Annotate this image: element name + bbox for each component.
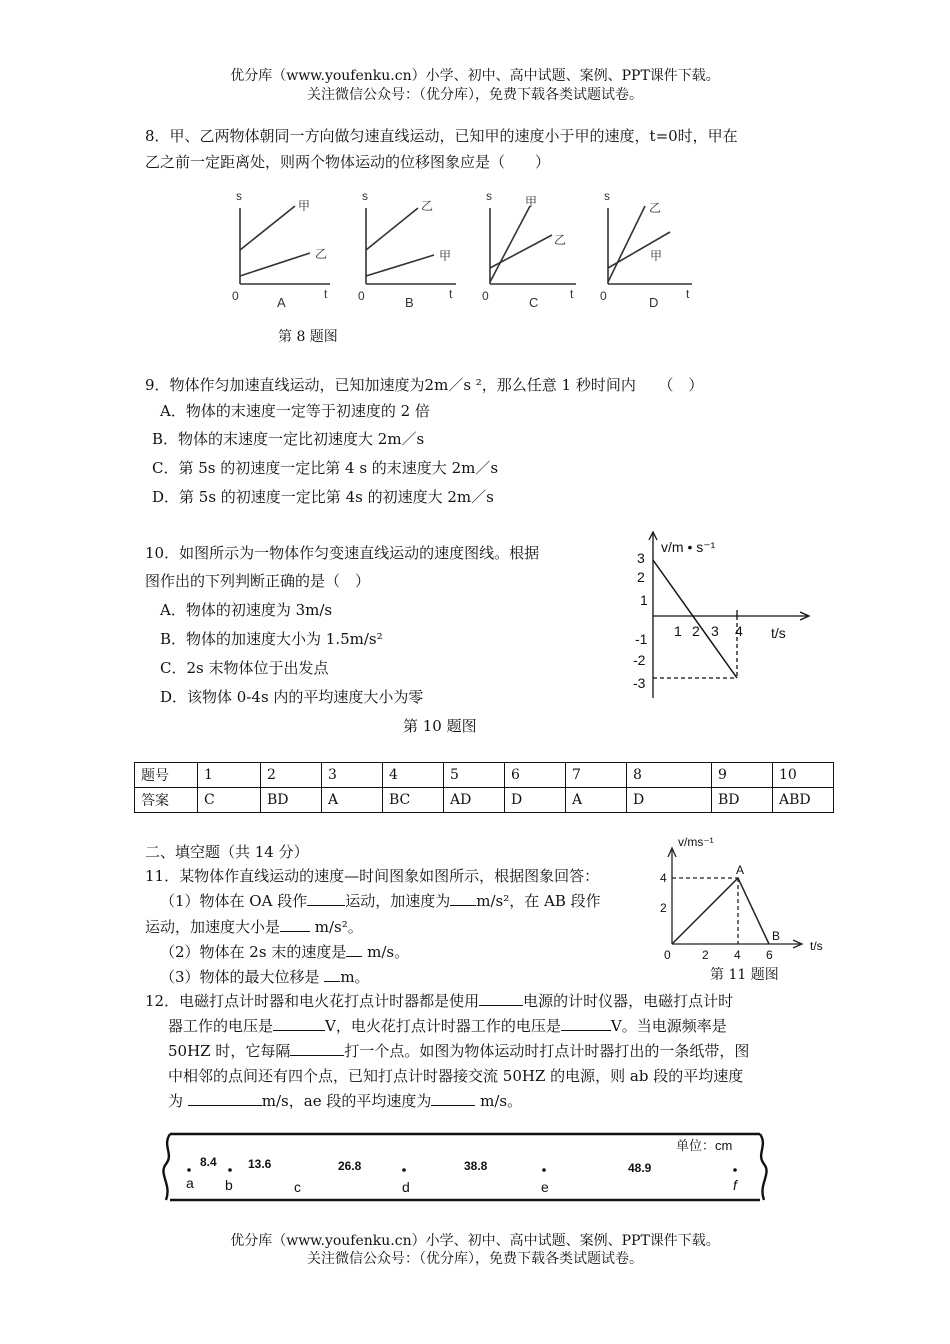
q10-xtick-1: 1 <box>674 623 682 639</box>
q10-xtick-2: 2 <box>692 623 700 639</box>
q10-ylabel: v/m • s⁻¹ <box>661 539 716 555</box>
q12-text-2c: V。当电源频率是 <box>610 1017 727 1035</box>
q8-a-t-label: t <box>324 287 328 301</box>
q12-blank-power-source[interactable] <box>479 991 523 1006</box>
q11-part-1-line-2 <box>145 917 363 937</box>
table-cell: BD <box>712 788 773 813</box>
q8-d-origin: 0 <box>600 289 607 303</box>
q10-ytick-1: 1 <box>640 592 648 608</box>
section-2-title: 二、填空题（共 14 分） <box>145 843 309 861</box>
table-cell: 4 <box>383 763 444 788</box>
tape-dist-ab: 8.4 <box>200 1155 217 1169</box>
table-cell: 答案 <box>135 788 198 813</box>
q8-d-letter: D <box>649 295 659 310</box>
q12-blank-ae-velocity[interactable] <box>431 1091 475 1106</box>
q8-a-s-label: s <box>236 189 242 203</box>
q8-d-s-label: s <box>604 189 610 203</box>
q8-graphs <box>220 188 710 313</box>
tape-dist-ef: 48.9 <box>628 1161 652 1175</box>
q12-text-5b: m/s，ae 段的平均速度为 <box>261 1092 432 1110</box>
table-cell: BC <box>383 788 444 813</box>
q11-p3-text-b: m。 <box>340 968 370 986</box>
q12-text-5c: m/s。 <box>475 1092 523 1110</box>
table-cell: D <box>627 788 712 813</box>
q11-xlabel: t/s <box>810 939 823 953</box>
q12-blank-ab-velocity[interactable] <box>188 1091 262 1106</box>
answer-table <box>134 762 834 813</box>
answer-table-row-answer <box>135 788 834 813</box>
q9-option-a: A．物体的末速度一定等于初速度的 2 倍 <box>160 402 430 420</box>
q11-point-b: B <box>772 929 781 943</box>
q11-xtick-6: 6 <box>766 948 773 962</box>
q10-option-a: A．物体的初速度为 3m/s <box>160 601 333 619</box>
q11-p1-text-c: m/s²，在 AB 段作 <box>476 892 601 910</box>
q10-ytick-neg1: -1 <box>635 631 648 647</box>
table-cell: A <box>566 788 627 813</box>
q11-part-2 <box>160 942 409 962</box>
q11-velocity-graph <box>652 832 832 962</box>
q8-stem-line-2: 乙之前一定距离处，则两个物体运动的位移图象应是（ ） <box>145 153 551 171</box>
q10-option-d: D．该物体 0-4s 内的平均速度大小为零 <box>160 688 424 706</box>
table-cell: BD <box>261 788 322 813</box>
q9-option-c: C．第 5s 的初速度一定比第 4 s 的末速度大 2m／s <box>152 459 499 477</box>
tape-point-b: b <box>225 1177 233 1193</box>
tape-dot-d <box>402 1168 406 1172</box>
q10-velocity-graph <box>625 530 815 700</box>
q10-option-c: C．2s 末物体位于出发点 <box>160 659 329 677</box>
q11-stem: 11．某物体作直线运动的速度—时间图象如图所示，根据图象回答： <box>145 867 600 885</box>
q11-ytick-4: 4 <box>660 871 667 885</box>
q11-blank-max-displacement[interactable] <box>324 967 340 982</box>
q8-c-s-label: s <box>486 189 492 203</box>
tape-dot-e <box>542 1168 546 1172</box>
tape-point-c: c <box>294 1179 301 1195</box>
q8-caption: 第 8 题图 <box>278 329 338 345</box>
q11-blank-oa-motion[interactable] <box>307 891 345 906</box>
q11-part-3 <box>160 967 370 987</box>
q11-blank-velocity-2s[interactable] <box>346 942 362 957</box>
q8-b-letter: B <box>405 295 414 310</box>
q8-a-lower: 乙 <box>315 247 328 261</box>
table-cell: D <box>505 788 566 813</box>
q8-b-lower: 甲 <box>439 249 452 263</box>
q8-c-letter: C <box>529 295 539 310</box>
q10-ytick-neg2: -2 <box>633 652 646 668</box>
q8-c-lower: 乙 <box>554 233 567 247</box>
q12-text-2a: 器工作的电压是 <box>168 1017 274 1035</box>
q11-caption: 第 11 题图 <box>710 967 779 983</box>
tape-dist-cd: 26.8 <box>338 1159 362 1173</box>
q11-ytick-2: 2 <box>660 901 667 915</box>
q9-option-d: D．第 5s 的初速度一定比第 4s 的初速度大 2m／s <box>152 488 494 506</box>
q8-a-origin: 0 <box>232 289 239 303</box>
q11-blank-ab-accel[interactable] <box>280 917 310 932</box>
q8-c-origin: 0 <box>482 289 489 303</box>
q11-p1-text-d: 运动，加速度大小是 <box>145 918 281 936</box>
q9-stem: 9．物体作匀加速直线运动，已知加速度为2m／s ²，那么任意 1 秒时间内 （ ） <box>145 376 704 394</box>
q8-a-letter: A <box>277 295 286 310</box>
q12-text-2b: V，电火花打点计时器工作的电压是 <box>325 1017 561 1035</box>
q12-line-2 <box>168 1016 727 1036</box>
q11-point-a: A <box>736 863 745 877</box>
q8-c-upper: 甲 <box>525 195 538 209</box>
q8-b-s-label: s <box>362 189 368 203</box>
table-cell: C <box>198 788 261 813</box>
q12-line-3 <box>168 1041 749 1061</box>
tape-point-a: a <box>186 1175 194 1191</box>
q8-b-origin: 0 <box>358 289 365 303</box>
q12-text-5a: 为 <box>168 1092 188 1110</box>
answer-table-row-number <box>135 763 834 788</box>
header-line-2: 关注微信公众号：（优分库），免费下载各类试题试卷。 <box>307 87 643 103</box>
q8-d-t-label: t <box>686 287 690 301</box>
q10-xtick-3: 3 <box>711 623 719 639</box>
q12-text-3b: 打一个点。如图为物体运动时打点计时器打出的一条纸带，图 <box>344 1042 750 1060</box>
table-cell: 6 <box>505 763 566 788</box>
tape-dot-b <box>228 1168 232 1172</box>
q11-p2-text-b: m/s。 <box>362 943 410 961</box>
q10-xtick-4: 4 <box>735 623 743 639</box>
q10-caption: 第 10 题图 <box>403 717 477 735</box>
tape-point-e: e <box>541 1179 549 1195</box>
q12-text-1b: 电源的计时仪器，电磁打点计时 <box>523 992 734 1010</box>
table-cell: ABD <box>773 788 834 813</box>
q8-b-t-label: t <box>449 287 453 301</box>
table-cell: A <box>322 788 383 813</box>
ticker-tape <box>156 1128 776 1210</box>
q8-d-upper: 乙 <box>649 201 662 215</box>
q11-ylabel: v/ms⁻¹ <box>678 835 714 849</box>
q10-stem-line-2: 图作出的下列判断正确的是（ ） <box>145 572 371 590</box>
q11-xtick-2: 2 <box>702 948 709 962</box>
q11-p1-text-b: 运动，加速度为 <box>345 892 451 910</box>
table-cell: 3 <box>322 763 383 788</box>
q11-blank-oa-accel[interactable] <box>450 891 476 906</box>
table-cell: 10 <box>773 763 834 788</box>
q11-xtick-4: 4 <box>734 948 741 962</box>
table-cell: 2 <box>261 763 322 788</box>
q12-text-1a: 12．电磁打点计时器和电火花打点计时器都是使用 <box>145 992 480 1010</box>
q12-text-3a: 50HZ 时，它每隔 <box>168 1042 291 1060</box>
tape-point-f: f <box>733 1177 737 1193</box>
q12-blank-em-voltage[interactable] <box>273 1016 325 1031</box>
q12-line-4: 中相邻的点间还有四个点，已知打点计时器接交流 50HZ 的电源，则 ab 段的平均速度 <box>168 1067 744 1085</box>
q8-b-upper: 乙 <box>421 199 434 213</box>
q11-part-1-line-1 <box>160 891 601 911</box>
q10-ytick-3: 3 <box>637 550 645 566</box>
tape-dot-a <box>187 1168 191 1172</box>
q9-option-b: B．物体的末速度一定比初速度大 2m／s <box>152 430 425 448</box>
table-cell: 7 <box>566 763 627 788</box>
q12-line-1 <box>145 991 733 1011</box>
footer-line-1: 优分库（www.youfenku.cn）小学、初中、高中试题、案例、PPT课件下载。 <box>230 1233 720 1249</box>
table-cell: 5 <box>444 763 505 788</box>
header-line-1: 优分库（www.youfenku.cn）小学、初中、高中试题、案例、PPT课件下载。 <box>230 68 720 84</box>
q8-c-t-label: t <box>570 287 574 301</box>
table-cell: 9 <box>712 763 773 788</box>
table-cell: AD <box>444 788 505 813</box>
table-cell: 题号 <box>135 763 198 788</box>
q12-blank-interval[interactable] <box>290 1041 344 1056</box>
q12-line-5 <box>168 1091 522 1111</box>
q10-ytick-2: 2 <box>637 569 645 585</box>
q8-a-upper: 甲 <box>298 199 311 213</box>
q10-ytick-neg3: -3 <box>633 675 646 691</box>
tape-point-d: d <box>402 1179 410 1195</box>
tape-unit: 单位：cm <box>676 1138 733 1153</box>
tape-dot-f <box>733 1168 737 1172</box>
q11-xtick-0: 0 <box>664 948 671 962</box>
q10-xlabel: t/s <box>771 625 786 641</box>
table-cell: 8 <box>627 763 712 788</box>
tape-dist-de: 38.8 <box>464 1159 488 1173</box>
table-cell: 1 <box>198 763 261 788</box>
tape-dist-bc: 13.6 <box>248 1157 272 1171</box>
q11-p1-text-e: m/s²。 <box>310 918 363 936</box>
q11-p2-text-a: （2）物体在 2s 末的速度是 <box>160 943 347 961</box>
q11-p3-text-a: （3）物体的最大位移是 <box>160 968 325 986</box>
q8-d-lower: 甲 <box>650 249 663 263</box>
q8-stem-line-1: 8．甲、乙两物体朝同一方向做匀速直线运动，已知甲的速度小于甲的速度，t=0时，甲在 <box>145 127 738 145</box>
q11-p1-text-a: （1）物体在 OA 段作 <box>160 892 308 910</box>
q12-blank-spark-voltage[interactable] <box>561 1016 611 1031</box>
footer-line-2: 关注微信公众号：（优分库），免费下载各类试题试卷。 <box>307 1251 643 1267</box>
q10-stem-line-1: 10．如图所示为一物体作匀变速直线运动的速度图线。根据 <box>145 544 540 562</box>
q10-option-b: B．物体的加速度大小为 1.5m/s² <box>160 630 383 648</box>
